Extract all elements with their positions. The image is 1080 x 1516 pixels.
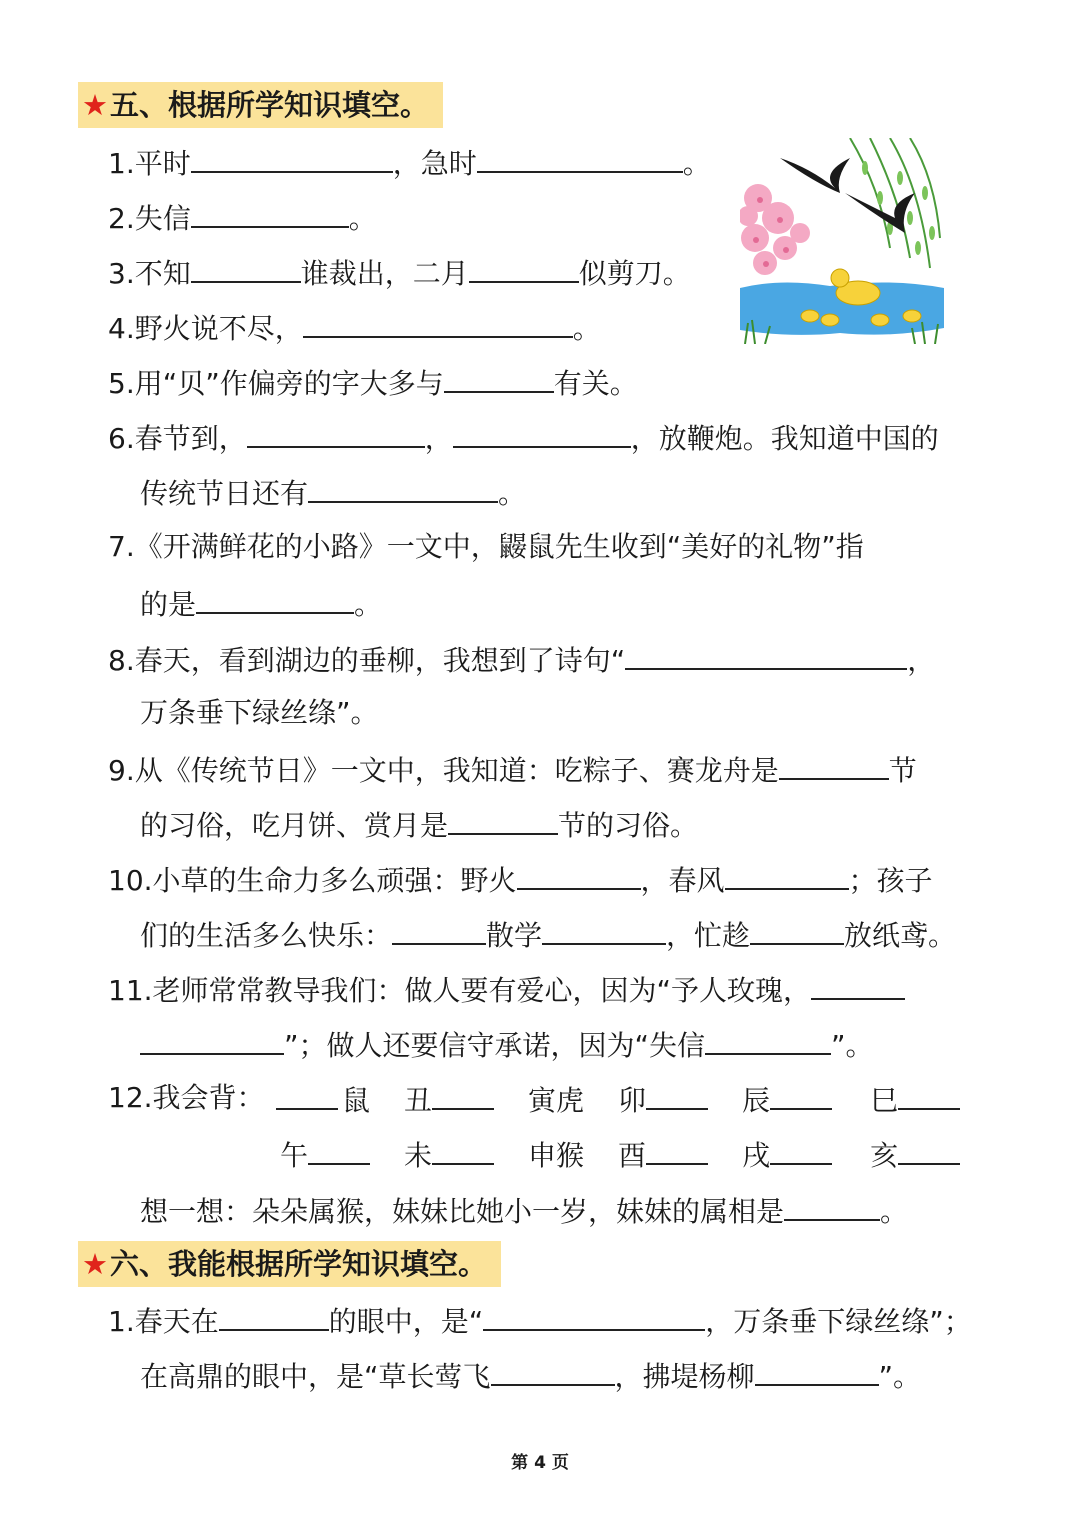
question-7: 7.《开满鲜花的小路》一文中，鼹鼠先生收到“美好的礼物”指 — [108, 530, 864, 563]
page-number: 第 4 页 — [511, 1453, 569, 1473]
question-4: 4.野火说不尽， 。 — [108, 306, 601, 349]
blank[interactable] — [770, 1078, 832, 1110]
blank[interactable] — [191, 196, 349, 228]
star-icon: ★ — [82, 88, 108, 122]
blank[interactable] — [432, 1133, 494, 1165]
question-10: 10.小草的生命力多么顽强：野火 ，春风 ；孩子 — [108, 858, 933, 901]
question-11-cont: ”；做人还要信守承诺，因为“失信 ”。 — [140, 1023, 874, 1066]
spring-illustration — [740, 138, 944, 344]
zodiac-item: 辰 — [742, 1084, 771, 1117]
section-6-title: 六、我能根据所学知识填空。 — [110, 1247, 488, 1281]
question-9-cont: 的习俗，吃月饼、赏月是 节的习俗。 — [140, 803, 698, 846]
blank[interactable] — [517, 858, 641, 890]
section-5-title: 五、根据所学知识填空。 — [110, 88, 430, 122]
blank[interactable] — [811, 968, 905, 1000]
blank[interactable] — [646, 1078, 708, 1110]
section-6-question-1: 1.春天在 的眼中，是“ ，万条垂下绿丝绦”； — [108, 1299, 972, 1342]
blank[interactable] — [755, 1354, 879, 1386]
question-8: 8.春天，看到湖边的垂柳，我想到了诗句“ ， — [108, 638, 935, 681]
question-10-cont: 们的生活多么快乐： 散学 ，忙趁 放纸鸢。 — [140, 913, 956, 956]
question-3: 3.不知 谁裁出，二月 似剪刀。 — [108, 251, 691, 294]
zodiac-item: 午 — [280, 1139, 309, 1172]
blank[interactable] — [308, 471, 498, 503]
blank[interactable] — [770, 1133, 832, 1165]
blank[interactable] — [779, 748, 889, 780]
zodiac-row-2 — [280, 1133, 960, 1176]
blank[interactable] — [453, 416, 631, 448]
question-1: 1.平时 ，急时 。 — [108, 141, 711, 184]
blank[interactable] — [303, 306, 573, 338]
blank[interactable] — [247, 416, 425, 448]
blank[interactable] — [625, 638, 907, 670]
zodiac-row-1 — [276, 1078, 960, 1121]
blank[interactable] — [705, 1023, 831, 1055]
section-5-header — [78, 82, 443, 128]
blank[interactable] — [191, 141, 393, 173]
blank[interactable] — [219, 1299, 329, 1331]
zodiac-item: 巳 — [870, 1084, 899, 1117]
blank[interactable] — [444, 361, 554, 393]
blank[interactable] — [491, 1354, 615, 1386]
blank[interactable] — [898, 1078, 960, 1110]
zodiac-item: 申猴 — [528, 1139, 585, 1172]
zodiac-item: 鼠 — [342, 1084, 371, 1117]
blank[interactable] — [448, 803, 558, 835]
blank[interactable] — [276, 1078, 338, 1110]
section-6-question-1-cont: 在高鼎的眼中，是“草长莺飞 ，拂堤杨柳 ”。 — [140, 1354, 921, 1397]
question-11: 11.老师常常教导我们：做人要有爱心，因为“予人玫瑰， — [108, 968, 905, 1011]
zodiac-item: 未 — [404, 1139, 433, 1172]
question-5: 5.用“贝”作偏旁的字大多与 有关。 — [108, 361, 638, 404]
blank[interactable] — [392, 913, 486, 945]
zodiac-item: 亥 — [870, 1139, 899, 1172]
question-9: 9.从《传统节日》一文中，我知道：吃粽子、赛龙舟是 节 — [108, 748, 917, 791]
blank[interactable] — [542, 913, 666, 945]
blank[interactable] — [308, 1133, 370, 1165]
blank[interactable] — [646, 1133, 708, 1165]
blank[interactable] — [469, 251, 579, 283]
blank[interactable] — [483, 1299, 705, 1331]
zodiac-item: 卯 — [618, 1084, 647, 1117]
blank[interactable] — [196, 582, 354, 614]
zodiac-item: 酉 — [618, 1139, 647, 1172]
question-6: 6.春节到， ， ，放鞭炮。我知道中国的 — [108, 416, 939, 459]
blank[interactable] — [750, 913, 844, 945]
question-12-think: 想一想：朵朵属猴，妹妹比她小一岁，妹妹的属相是 。 — [140, 1189, 908, 1232]
blank[interactable] — [477, 141, 683, 173]
question-2: 2.失信 。 — [108, 196, 377, 239]
blank[interactable] — [725, 858, 849, 890]
question-7-cont: 的是 。 — [140, 582, 382, 625]
blank[interactable] — [432, 1078, 494, 1110]
zodiac-item: 丑 — [404, 1084, 433, 1117]
section-6-header — [78, 1241, 501, 1287]
question-8-cont: 万条垂下绿丝绦”。 — [140, 696, 379, 729]
blank[interactable] — [140, 1023, 284, 1055]
question-6-cont: 传统节日还有 。 — [140, 471, 526, 514]
zodiac-item: 寅虎 — [528, 1084, 585, 1117]
blank[interactable] — [191, 251, 301, 283]
zodiac-item: 戌 — [742, 1139, 771, 1172]
blank[interactable] — [784, 1189, 880, 1221]
question-12: 12.我会背： — [108, 1081, 265, 1114]
blank[interactable] — [898, 1133, 960, 1165]
star-icon: ★ — [82, 1247, 108, 1281]
